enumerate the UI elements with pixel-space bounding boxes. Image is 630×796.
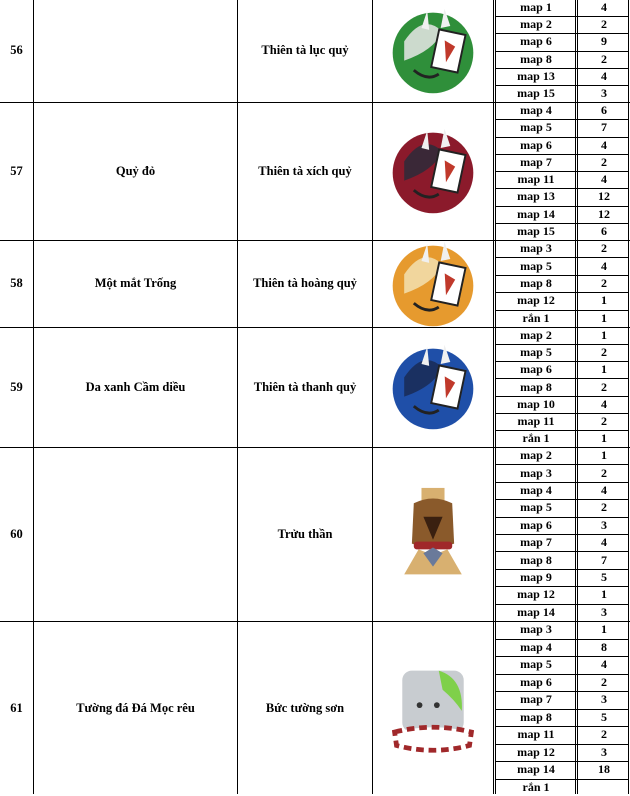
- map-count: 2: [601, 500, 607, 515]
- map-count: 1: [601, 587, 607, 602]
- map-count: 12: [598, 206, 610, 221]
- map-location: map 8: [520, 379, 552, 394]
- map-count: 2: [601, 674, 607, 689]
- map-count: 2: [601, 51, 607, 66]
- monster-alt-name: Thiên tà lục quỷ: [261, 43, 349, 57]
- map-count: 5: [601, 709, 607, 724]
- map-count: 2: [601, 727, 607, 742]
- map-count: 12: [598, 189, 610, 204]
- map-location: map 6: [520, 674, 552, 689]
- map-count: [578, 779, 630, 796]
- row-id: 61: [10, 701, 23, 715]
- monster-alt-name: Bức tường sơn: [265, 701, 345, 715]
- table-gridline: [493, 0, 494, 794]
- map-count: 5: [601, 570, 607, 584]
- monster-name: Da xanh Cầm diều: [85, 379, 186, 394]
- monster-alt-name: Trửu thần: [277, 526, 333, 541]
- map-count: 3: [601, 744, 607, 759]
- map-location: map 13: [517, 189, 555, 204]
- map-count: 1: [601, 430, 607, 445]
- monster-name: Quỷ đỏ: [115, 163, 156, 178]
- map-location: map 14: [517, 762, 555, 777]
- map-location: map 10: [517, 396, 555, 411]
- map-location: map 5: [520, 345, 552, 360]
- map-location: rắn 1: [522, 310, 550, 325]
- map-location: map 12: [517, 744, 555, 759]
- map-count: 2: [601, 379, 607, 394]
- map-location: map 2: [520, 448, 552, 463]
- map-location: map 6: [520, 517, 552, 532]
- map-location: map 13: [517, 68, 555, 83]
- map-count: 4: [601, 483, 607, 497]
- monster-alt-name: Thiên tà hoàng quỷ: [253, 276, 357, 290]
- map-count: 1: [601, 310, 607, 325]
- map-count: 4: [601, 172, 607, 187]
- map-count: 4: [601, 657, 607, 672]
- map-count: 3: [601, 85, 607, 100]
- map-location: map 11: [517, 413, 555, 428]
- map-count: 7: [601, 552, 607, 567]
- map-count: 6: [601, 223, 607, 238]
- map-count: 2: [601, 154, 607, 169]
- map-location: map 3: [520, 465, 552, 480]
- map-count: 2: [601, 241, 607, 256]
- map-count: 4: [601, 0, 607, 15]
- row-id: 58: [10, 276, 23, 290]
- map-location: map 15: [517, 85, 555, 100]
- row-id: 60: [10, 526, 23, 541]
- map-count: 3: [601, 517, 607, 532]
- monster-alt-name: Thiên tà xích quỷ: [258, 163, 352, 178]
- yellow-oni-mask-portrait: [385, 236, 481, 337]
- map-count: 4: [601, 258, 607, 273]
- map-location: map 15: [517, 223, 555, 238]
- map-location: map 7: [520, 692, 552, 707]
- map-location: map 4: [520, 103, 552, 118]
- map-count: 4: [601, 137, 607, 152]
- map-count: 3: [601, 692, 607, 707]
- map-location: map 14: [517, 604, 555, 619]
- monster-name: Một mắt Trống: [94, 276, 177, 290]
- map-location: map 8: [520, 276, 552, 290]
- map-location: map 6: [520, 137, 552, 152]
- map-count: 2: [601, 276, 607, 290]
- blue-oni-mask-portrait: [385, 339, 481, 440]
- map-count: 1: [601, 448, 607, 463]
- row-id: 59: [10, 379, 23, 394]
- map-count: 1: [601, 328, 607, 343]
- map-location: map 5: [520, 258, 552, 273]
- map-location: map 9: [520, 570, 552, 584]
- monster-alt-name: Thiên tà thanh quỷ: [253, 379, 357, 394]
- monster-name: Tường đá Đá Mọc rêu: [76, 701, 195, 715]
- map-count: 6: [601, 103, 607, 118]
- map-location: map 3: [520, 622, 552, 637]
- map-location: map 8: [520, 51, 552, 66]
- map-count: 2: [601, 17, 607, 32]
- map-location: map 8: [520, 709, 552, 724]
- map-count: 4: [601, 535, 607, 550]
- map-location: map 12: [517, 293, 555, 308]
- map-location: map 11: [517, 172, 555, 187]
- broom-spirit-portrait: [385, 486, 481, 587]
- map-count: 8: [601, 639, 607, 654]
- green-oni-mask-portrait: [385, 3, 481, 104]
- map-location: map 14: [517, 206, 555, 221]
- map-count: 2: [601, 413, 607, 428]
- map-location: map 6: [520, 362, 552, 377]
- monster-name: [34, 0, 237, 102]
- row-id: 56: [10, 43, 23, 57]
- map-count: 1: [601, 293, 607, 308]
- map-count: 18: [598, 762, 610, 777]
- mossy-stone-wall-portrait: [385, 661, 481, 762]
- red-oni-mask-portrait: [385, 123, 481, 224]
- map-location: map 6: [520, 34, 552, 49]
- map-location: map 7: [520, 535, 552, 550]
- map-count: 2: [601, 345, 607, 360]
- map-count: 3: [601, 604, 607, 619]
- map-count: 1: [601, 622, 607, 637]
- map-location: map 5: [520, 657, 552, 672]
- map-location: map 4: [520, 639, 552, 654]
- map-location: rắn 1: [522, 779, 550, 794]
- map-location: map 3: [520, 241, 552, 256]
- map-count: 9: [601, 34, 607, 49]
- map-location: map 11: [517, 727, 555, 742]
- map-location: map 1: [520, 0, 552, 15]
- map-count: 1: [601, 362, 607, 377]
- map-location: map 2: [520, 17, 552, 32]
- map-location: map 8: [520, 552, 552, 567]
- map-count: 4: [601, 396, 607, 411]
- monster-name: [34, 447, 237, 621]
- map-location: map 5: [520, 120, 552, 135]
- map-location: map 12: [517, 587, 555, 602]
- row-id: 57: [10, 163, 23, 178]
- map-count: 2: [601, 465, 607, 480]
- map-location: map 2: [520, 328, 552, 343]
- map-location: rắn 1: [522, 430, 550, 445]
- map-location: map 5: [520, 500, 552, 515]
- map-location: map 4: [520, 483, 552, 497]
- map-count: 7: [601, 120, 607, 135]
- table-gridline: [372, 0, 373, 794]
- map-location: map 7: [520, 154, 552, 169]
- map-count: 4: [601, 68, 607, 83]
